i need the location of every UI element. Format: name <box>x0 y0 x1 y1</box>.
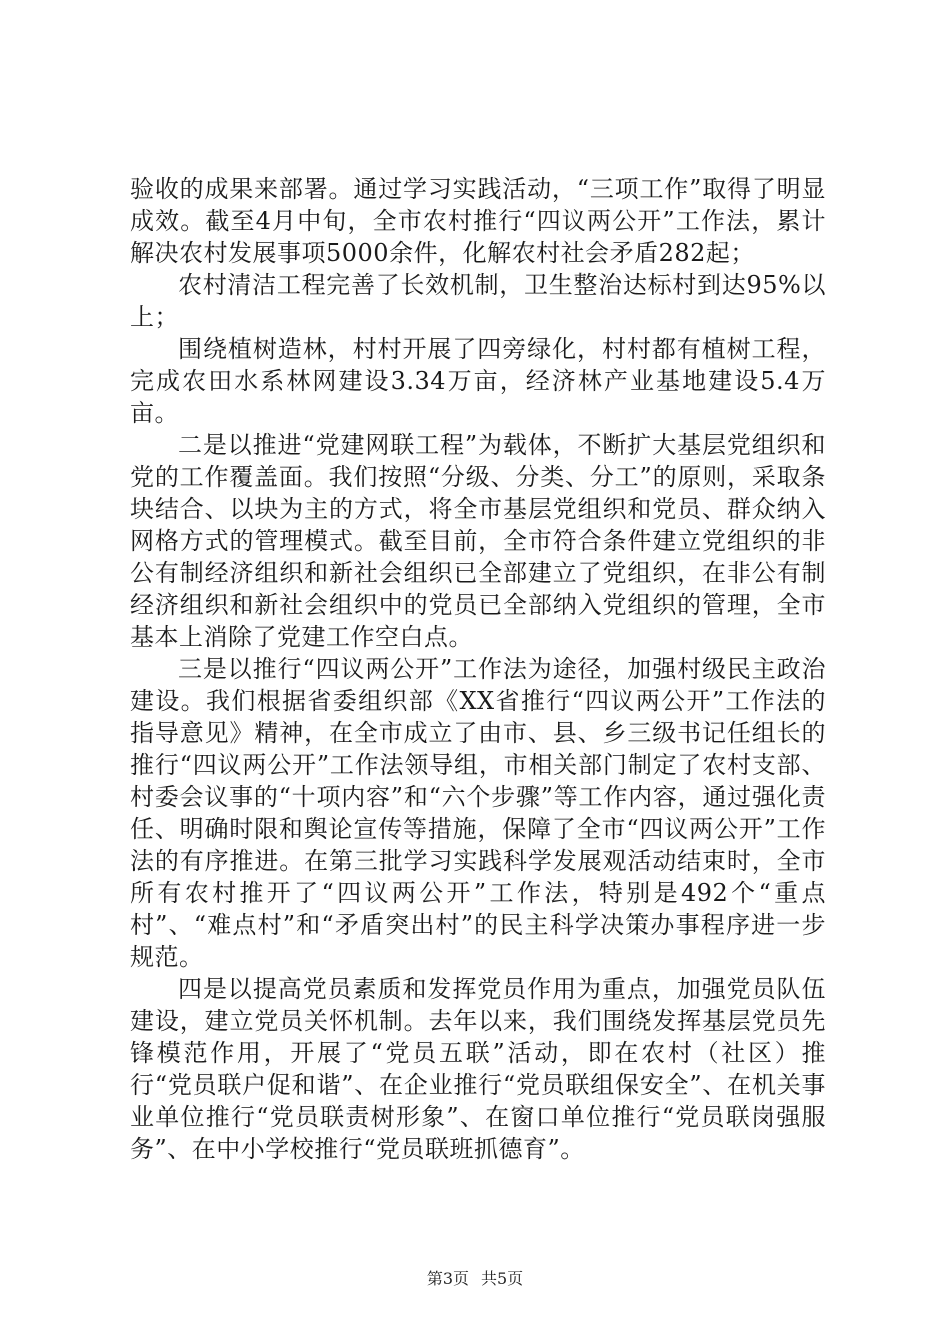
paragraph-point-two: 二是以推进“党建网联工程”为载体，不断扩大基层党组织和党的工作覆盖面。我们按照“分级、分类、分工”的原则，采取条块结合、以块为主的方式，将全市基层党组织和党员、群众纳入网格方式的管理模式。截至目前，全市符合条件建立党组织的非公有制经济组织和新社会组织已全部建立了党组织，在非公有制经济组织和新社会组织中的党员已全部纳入党组织的管理，全市基本上消除了党建工作空白点。 <box>130 431 826 651</box>
page-number: 第3页 <box>426 1269 469 1288</box>
paragraph-afforestation: 围绕植树造林，村村开展了四旁绿化，村村都有植树工程，完成农田水系林网建设3.34万亩，经济林产业基地建设5.4万亩。 <box>130 335 826 427</box>
paragraph-point-four: 四是以提高党员素质和发挥党员作用为重点，加强党员队伍建设，建立党员关怀机制。去年以来，我们围绕发挥基层党员先锋模范作用，开展了“党员五联”活动，即在农村（社区）推行“党员联户促和谐”、在企业推行“党员联组保安全”、在机关事业单位推行“党员联责树形象”、在窗口单位推行“党员联岗强服务”、在中小学校推行“党员联班抓德育”。 <box>130 975 826 1163</box>
page-footer <box>0 1266 950 1289</box>
document-body <box>130 173 826 1165</box>
page-total: 共5页 <box>481 1269 524 1288</box>
paragraph-point-three: 三是以推行“四议两公开”工作法为途径，加强村级民主政治建设。我们根据省委组织部《XX省推行“四议两公开”工作法的指导意见》精神，在全市成立了由市、县、乡三级书记任组长的推行“四议两公开”工作法领导组，市相关部门制定了农村支部、村委会议事的“十项内容”和“六个步骤”等工作内容，通过强化责任、明确时限和舆论宣传等措施，保障了全市“四议两公开”工作法的有序推进。在第三批学习实践科学发展观活动结束时，全市所有农村推开了“四议两公开”工作法，特别是492个“重点村”、“难点村”和“矛盾突出村”的民主科学决策办事程序进一步规范。 <box>130 655 826 971</box>
paragraph-clean-project: 农村清洁工程完善了长效机制，卫生整治达标村到达95%以上； <box>130 271 826 331</box>
paragraph-continuation: 验收的成果来部署。通过学习实践活动，“三项工作”取得了明显成效。截至4月中旬，全市农村推行“四议两公开”工作法，累计解决农村发展事项5000余件，化解农村社会矛盾282起； <box>130 175 826 267</box>
